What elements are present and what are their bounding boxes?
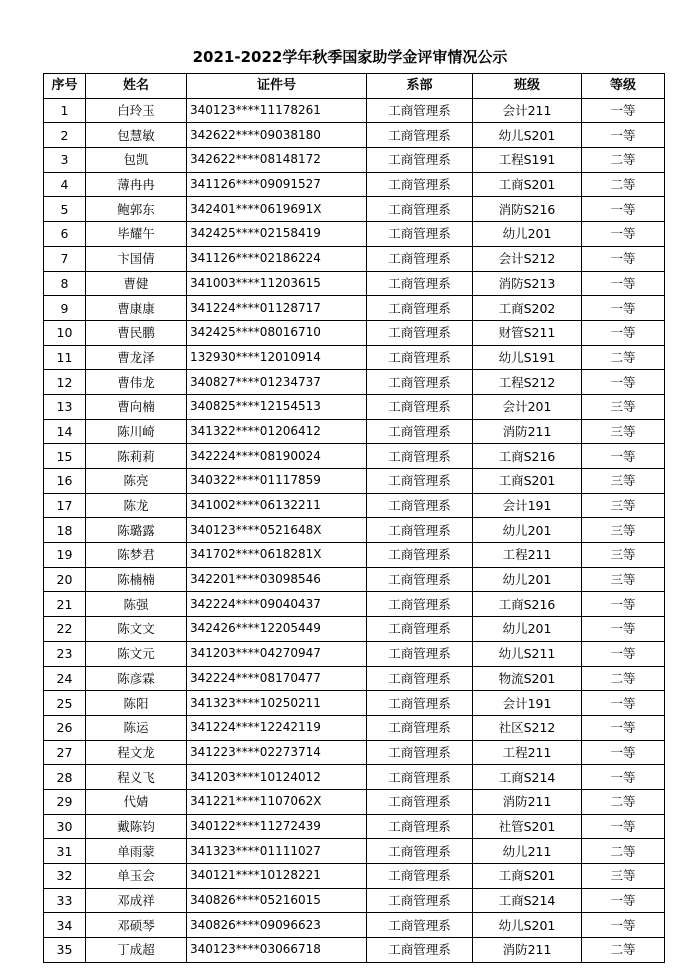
table-row — [44, 172, 665, 197]
cell-id: 341203****10124012 — [187, 765, 367, 790]
cell-class: 幼儿S211 — [473, 641, 582, 666]
header-class: 班级 — [473, 74, 582, 99]
table-row — [44, 814, 665, 839]
cell-grade: 三等 — [582, 394, 665, 419]
cell-no: 16 — [44, 469, 86, 494]
cell-id: 341002****06132211 — [187, 493, 367, 518]
cell-name: 薄冉冉 — [86, 172, 187, 197]
cell-grade: 二等 — [582, 938, 665, 963]
cell-dept: 工商管理系 — [367, 789, 473, 814]
table-row — [44, 444, 665, 469]
cell-id: 341323****10250211 — [187, 691, 367, 716]
cell-dept: 工商管理系 — [367, 888, 473, 913]
cell-grade: 一等 — [582, 271, 665, 296]
cell-dept: 工商管理系 — [367, 469, 473, 494]
table-row — [44, 296, 665, 321]
table-row — [44, 197, 665, 222]
cell-dept: 工商管理系 — [367, 592, 473, 617]
cell-class: 消防211 — [473, 419, 582, 444]
cell-class: 工商S201 — [473, 469, 582, 494]
cell-dept: 工商管理系 — [367, 296, 473, 321]
cell-class: 工商S214 — [473, 888, 582, 913]
table-row — [44, 567, 665, 592]
cell-id: 340122****11272439 — [187, 814, 367, 839]
cell-dept: 工商管理系 — [367, 814, 473, 839]
cell-name: 陈运 — [86, 715, 187, 740]
cell-class: 消防211 — [473, 789, 582, 814]
cell-grade: 一等 — [582, 123, 665, 148]
cell-dept: 工商管理系 — [367, 641, 473, 666]
cell-name: 单雨蒙 — [86, 839, 187, 864]
cell-no: 28 — [44, 765, 86, 790]
cell-id: 340123****03066718 — [187, 938, 367, 963]
cell-grade: 二等 — [582, 172, 665, 197]
cell-grade: 一等 — [582, 888, 665, 913]
table-row — [44, 641, 665, 666]
cell-id: 341003****11203615 — [187, 271, 367, 296]
cell-dept: 工商管理系 — [367, 197, 473, 222]
cell-name: 陈阳 — [86, 691, 187, 716]
cell-dept: 工商管理系 — [367, 394, 473, 419]
cell-dept: 工商管理系 — [367, 320, 473, 345]
cell-name: 包慧敏 — [86, 123, 187, 148]
cell-grade: 一等 — [582, 814, 665, 839]
cell-grade: 一等 — [582, 444, 665, 469]
cell-dept: 工商管理系 — [367, 839, 473, 864]
table-row — [44, 888, 665, 913]
cell-grade: 一等 — [582, 715, 665, 740]
cell-grade: 三等 — [582, 543, 665, 568]
cell-dept: 工商管理系 — [367, 913, 473, 938]
cell-name: 陈彦霖 — [86, 666, 187, 691]
cell-grade: 二等 — [582, 789, 665, 814]
cell-no: 9 — [44, 296, 86, 321]
cell-id: 340827****01234737 — [187, 370, 367, 395]
cell-no: 20 — [44, 567, 86, 592]
cell-name: 曹伟龙 — [86, 370, 187, 395]
cell-name: 陈莉莉 — [86, 444, 187, 469]
table-row — [44, 543, 665, 568]
cell-no: 17 — [44, 493, 86, 518]
cell-id: 132930****12010914 — [187, 345, 367, 370]
cell-class: 工程211 — [473, 543, 582, 568]
cell-dept: 工商管理系 — [367, 666, 473, 691]
cell-grade: 一等 — [582, 222, 665, 247]
cell-no: 22 — [44, 617, 86, 642]
cell-id: 341323****01111027 — [187, 839, 367, 864]
cell-no: 18 — [44, 518, 86, 543]
table-row — [44, 666, 665, 691]
cell-class: 消防211 — [473, 938, 582, 963]
header-dept: 系部 — [367, 74, 473, 99]
table-row — [44, 789, 665, 814]
cell-id: 342224****08170477 — [187, 666, 367, 691]
cell-dept: 工商管理系 — [367, 222, 473, 247]
cell-dept: 工商管理系 — [367, 493, 473, 518]
cell-class: 工商S216 — [473, 592, 582, 617]
table-row — [44, 419, 665, 444]
cell-name: 白玲玉 — [86, 98, 187, 123]
cell-no: 23 — [44, 641, 86, 666]
cell-name: 陈楠楠 — [86, 567, 187, 592]
table-row — [44, 148, 665, 173]
cell-no: 8 — [44, 271, 86, 296]
cell-id: 340322****01117859 — [187, 469, 367, 494]
cell-name: 戴陈钧 — [86, 814, 187, 839]
cell-name: 陈璐露 — [86, 518, 187, 543]
header-row — [44, 74, 665, 99]
cell-grade: 一等 — [582, 246, 665, 271]
cell-name: 陈亮 — [86, 469, 187, 494]
table-row — [44, 715, 665, 740]
cell-dept: 工商管理系 — [367, 98, 473, 123]
cell-no: 12 — [44, 370, 86, 395]
cell-no: 14 — [44, 419, 86, 444]
cell-name: 陈梦君 — [86, 543, 187, 568]
cell-id: 340123****11178261 — [187, 98, 367, 123]
table-row — [44, 271, 665, 296]
cell-class: 幼儿201 — [473, 567, 582, 592]
cell-class: 会计191 — [473, 493, 582, 518]
cell-grade: 一等 — [582, 691, 665, 716]
cell-id: 342426****12205449 — [187, 617, 367, 642]
cell-grade: 一等 — [582, 913, 665, 938]
cell-name: 曹龙泽 — [86, 345, 187, 370]
cell-id: 340123****0521648X — [187, 518, 367, 543]
cell-class: 工商S201 — [473, 172, 582, 197]
cell-name: 代婧 — [86, 789, 187, 814]
cell-dept: 工商管理系 — [367, 370, 473, 395]
cell-no: 11 — [44, 345, 86, 370]
table-row — [44, 98, 665, 123]
cell-id: 342622****08148172 — [187, 148, 367, 173]
table-row — [44, 740, 665, 765]
cell-grade: 三等 — [582, 518, 665, 543]
table-row — [44, 765, 665, 790]
cell-name: 陈文文 — [86, 617, 187, 642]
cell-no: 31 — [44, 839, 86, 864]
cell-name: 陈文元 — [86, 641, 187, 666]
cell-grade: 一等 — [582, 740, 665, 765]
cell-class: 幼儿201 — [473, 617, 582, 642]
cell-no: 15 — [44, 444, 86, 469]
cell-id: 342224****08190024 — [187, 444, 367, 469]
table-row — [44, 246, 665, 271]
cell-name: 程义飞 — [86, 765, 187, 790]
cell-dept: 工商管理系 — [367, 543, 473, 568]
cell-class: 幼儿S201 — [473, 913, 582, 938]
cell-grade: 一等 — [582, 617, 665, 642]
cell-no: 1 — [44, 98, 86, 123]
cell-name: 鲍郭东 — [86, 197, 187, 222]
cell-no: 7 — [44, 246, 86, 271]
table-row — [44, 839, 665, 864]
cell-no: 6 — [44, 222, 86, 247]
cell-name: 邓成祥 — [86, 888, 187, 913]
cell-class: 消防S213 — [473, 271, 582, 296]
cell-class: 幼儿201 — [473, 222, 582, 247]
table-row — [44, 222, 665, 247]
cell-name: 丁成超 — [86, 938, 187, 963]
cell-no: 24 — [44, 666, 86, 691]
cell-name: 程文龙 — [86, 740, 187, 765]
cell-id: 342425****02158419 — [187, 222, 367, 247]
cell-dept: 工商管理系 — [367, 345, 473, 370]
table-row — [44, 518, 665, 543]
cell-no: 32 — [44, 864, 86, 889]
cell-no: 25 — [44, 691, 86, 716]
table-row — [44, 370, 665, 395]
header-id: 证件号 — [187, 74, 367, 99]
cell-grade: 一等 — [582, 320, 665, 345]
cell-no: 19 — [44, 543, 86, 568]
cell-name: 陈龙 — [86, 493, 187, 518]
cell-grade: 一等 — [582, 197, 665, 222]
cell-class: 财管S211 — [473, 320, 582, 345]
cell-id: 341126****02186224 — [187, 246, 367, 271]
header-grade: 等级 — [582, 74, 665, 99]
cell-grade: 一等 — [582, 765, 665, 790]
cell-no: 13 — [44, 394, 86, 419]
cell-id: 341224****01128717 — [187, 296, 367, 321]
cell-grade: 一等 — [582, 98, 665, 123]
cell-grade: 一等 — [582, 296, 665, 321]
cell-dept: 工商管理系 — [367, 617, 473, 642]
cell-class: 幼儿211 — [473, 839, 582, 864]
cell-dept: 工商管理系 — [367, 765, 473, 790]
cell-class: 工商S202 — [473, 296, 582, 321]
cell-no: 29 — [44, 789, 86, 814]
cell-grade: 三等 — [582, 493, 665, 518]
cell-class: 会计211 — [473, 98, 582, 123]
table-row — [44, 691, 665, 716]
cell-grade: 一等 — [582, 592, 665, 617]
cell-class: 物流S201 — [473, 666, 582, 691]
cell-class: 社管S201 — [473, 814, 582, 839]
table-row — [44, 617, 665, 642]
cell-no: 30 — [44, 814, 86, 839]
cell-no: 2 — [44, 123, 86, 148]
cell-dept: 工商管理系 — [367, 567, 473, 592]
cell-class: 工商S216 — [473, 444, 582, 469]
cell-dept: 工商管理系 — [367, 938, 473, 963]
cell-name: 卞国倩 — [86, 246, 187, 271]
cell-no: 3 — [44, 148, 86, 173]
cell-no: 35 — [44, 938, 86, 963]
table-row — [44, 394, 665, 419]
cell-dept: 工商管理系 — [367, 740, 473, 765]
cell-class: 工程S191 — [473, 148, 582, 173]
cell-grade: 二等 — [582, 839, 665, 864]
cell-grade: 三等 — [582, 864, 665, 889]
cell-dept: 工商管理系 — [367, 444, 473, 469]
table-row — [44, 123, 665, 148]
cell-name: 邓硕琴 — [86, 913, 187, 938]
cell-id: 342622****09038180 — [187, 123, 367, 148]
cell-no: 26 — [44, 715, 86, 740]
cell-id: 341203****04270947 — [187, 641, 367, 666]
cell-id: 340121****10128221 — [187, 864, 367, 889]
cell-grade: 一等 — [582, 370, 665, 395]
cell-no: 5 — [44, 197, 86, 222]
cell-class: 幼儿S201 — [473, 123, 582, 148]
cell-name: 曹向楠 — [86, 394, 187, 419]
cell-id: 341702****0618281X — [187, 543, 367, 568]
cell-no: 27 — [44, 740, 86, 765]
cell-no: 34 — [44, 913, 86, 938]
cell-dept: 工商管理系 — [367, 271, 473, 296]
cell-grade: 二等 — [582, 148, 665, 173]
cell-name: 曹康康 — [86, 296, 187, 321]
cell-grade: 三等 — [582, 567, 665, 592]
cell-class: 工商S201 — [473, 864, 582, 889]
cell-grade: 三等 — [582, 469, 665, 494]
grant-table — [43, 73, 665, 963]
cell-id: 342425****08016710 — [187, 320, 367, 345]
cell-no: 21 — [44, 592, 86, 617]
cell-name: 单玉会 — [86, 864, 187, 889]
cell-id: 340826****05216015 — [187, 888, 367, 913]
table-row — [44, 345, 665, 370]
cell-grade: 一等 — [582, 641, 665, 666]
cell-id: 341223****02273714 — [187, 740, 367, 765]
cell-grade: 二等 — [582, 345, 665, 370]
cell-id: 341221****1107062X — [187, 789, 367, 814]
cell-dept: 工商管理系 — [367, 123, 473, 148]
table-body — [44, 98, 665, 962]
cell-dept: 工商管理系 — [367, 172, 473, 197]
cell-class: 工程211 — [473, 740, 582, 765]
table-row — [44, 913, 665, 938]
cell-id: 341126****09091527 — [187, 172, 367, 197]
cell-id: 342401****0619691X — [187, 197, 367, 222]
cell-class: 社区S212 — [473, 715, 582, 740]
table-row — [44, 592, 665, 617]
cell-name: 包凯 — [86, 148, 187, 173]
cell-class: 幼儿S191 — [473, 345, 582, 370]
cell-dept: 工商管理系 — [367, 864, 473, 889]
cell-grade: 二等 — [582, 666, 665, 691]
cell-id: 342201****03098546 — [187, 567, 367, 592]
cell-class: 工商S214 — [473, 765, 582, 790]
cell-class: 幼儿201 — [473, 518, 582, 543]
cell-dept: 工商管理系 — [367, 691, 473, 716]
cell-class: 会计191 — [473, 691, 582, 716]
cell-id: 340825****12154513 — [187, 394, 367, 419]
page-title: 2021-2022学年秋季国家助学金评审情况公示 — [192, 48, 508, 66]
table-row — [44, 493, 665, 518]
cell-id: 341322****01206412 — [187, 419, 367, 444]
cell-no: 4 — [44, 172, 86, 197]
table-row — [44, 938, 665, 963]
header-name: 姓名 — [86, 74, 187, 99]
table-row — [44, 864, 665, 889]
cell-dept: 工商管理系 — [367, 148, 473, 173]
cell-dept: 工商管理系 — [367, 419, 473, 444]
table-row — [44, 469, 665, 494]
cell-dept: 工商管理系 — [367, 715, 473, 740]
cell-id: 341224****12242119 — [187, 715, 367, 740]
cell-class: 消防S216 — [473, 197, 582, 222]
cell-grade: 三等 — [582, 419, 665, 444]
header-no: 序号 — [44, 74, 86, 99]
cell-class: 会计201 — [473, 394, 582, 419]
cell-class: 会计S212 — [473, 246, 582, 271]
cell-id: 342224****09040437 — [187, 592, 367, 617]
cell-dept: 工商管理系 — [367, 518, 473, 543]
cell-name: 陈强 — [86, 592, 187, 617]
cell-dept: 工商管理系 — [367, 246, 473, 271]
cell-name: 曹民鹏 — [86, 320, 187, 345]
table-row — [44, 320, 665, 345]
cell-no: 10 — [44, 320, 86, 345]
cell-name: 曹健 — [86, 271, 187, 296]
cell-no: 33 — [44, 888, 86, 913]
cell-id: 340826****09096623 — [187, 913, 367, 938]
cell-class: 工程S212 — [473, 370, 582, 395]
cell-name: 毕耀午 — [86, 222, 187, 247]
cell-name: 陈川崎 — [86, 419, 187, 444]
